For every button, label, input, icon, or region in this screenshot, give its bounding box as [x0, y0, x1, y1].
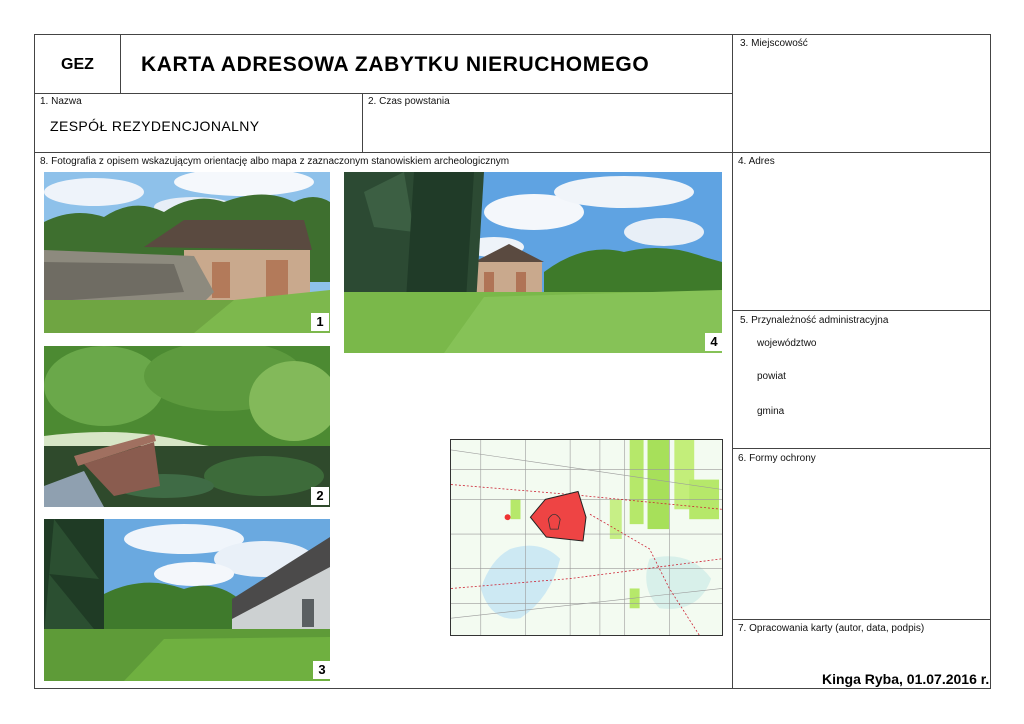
divider	[732, 448, 991, 449]
gmina-label: gmina	[757, 406, 785, 417]
photo-3	[44, 519, 330, 681]
nazwa-value: ZESPÓŁ REZYDENCJONALNY	[50, 118, 260, 134]
czas-label: 2. Czas powstania	[368, 96, 450, 107]
site-map	[450, 439, 723, 636]
author-signature: Kinga Ryba, 01.07.2016 r.	[822, 671, 990, 687]
divider	[120, 34, 121, 93]
fotografia-label: 8. Fotografia z opisem wskazującym orientację albo mapa z zaznaczonym stanowiskiem archeologicznym	[40, 156, 510, 167]
card-title: KARTA ADRESOWA ZABYTKU NIERUCHOMEGO	[141, 53, 650, 76]
przynaleznosc-label: 5. Przynależność administracyjna	[740, 315, 889, 326]
photo-4-number: 4	[705, 333, 723, 351]
divider	[732, 619, 991, 620]
photo-2-number: 2	[311, 487, 329, 505]
divider	[34, 93, 733, 94]
powiat-label: powiat	[757, 371, 786, 382]
photo-1-number: 1	[311, 313, 329, 331]
nazwa-label: 1. Nazwa	[40, 96, 82, 107]
photo-2	[44, 346, 330, 507]
divider	[362, 93, 363, 152]
photo-1	[44, 172, 330, 333]
card-code: GEZ	[61, 56, 94, 73]
formy-label: 6. Formy ochrony	[738, 453, 816, 464]
divider	[34, 152, 991, 153]
photo-4	[344, 172, 722, 353]
photo-3-number: 3	[313, 661, 331, 679]
divider	[732, 310, 991, 311]
wojewodztwo-label: województwo	[757, 338, 817, 349]
miejscowosc-label: 3. Miejscowość	[740, 38, 808, 49]
opracowania-label: 7. Opracowania karty (autor, data, podpis)	[738, 623, 925, 634]
adres-label: 4. Adres	[738, 156, 775, 167]
divider	[732, 34, 733, 689]
